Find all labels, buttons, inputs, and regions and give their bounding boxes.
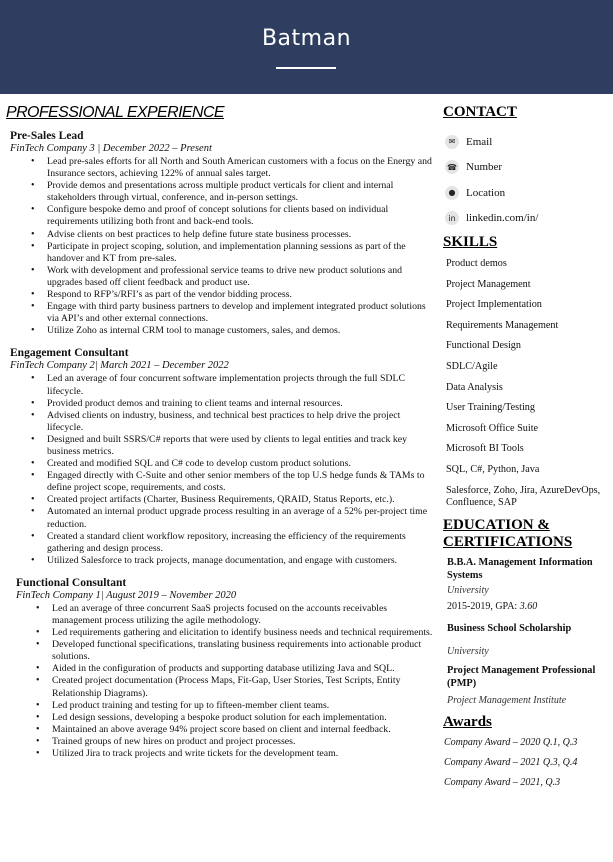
job-bullet: • Lead pre-sales efforts for all North and South American customers with a focus on the Energy and Insurance sectors, achieving 122% of annual sales target. bbox=[6, 156, 436, 180]
certification-institute: Project Management Institute bbox=[447, 694, 567, 706]
job-entry bbox=[6, 130, 436, 337]
job-bullet: • Created project documentation (Process Maps, Fit-Gap, User Stories, Test Scripts, Entity Relationship Diagrams). bbox=[6, 675, 436, 699]
scholarship-title: Business School Scholarship bbox=[447, 622, 572, 634]
job-bullet: • Utilized Salesforce to track projects, manage documentation, and engage with customers. bbox=[6, 555, 436, 567]
job-bullet: • Utilized Jira to track projects and write tickets for the development team. bbox=[6, 748, 436, 760]
job-bullet: • Advise clients on best practices to help define future state business processes. bbox=[6, 229, 436, 241]
job-bullet: • Trained groups of new hires on product and project processes. bbox=[6, 736, 436, 748]
job-title: Functional Consultant bbox=[16, 576, 127, 589]
award-item: Company Award – 2021 Q.3, Q.4 bbox=[444, 756, 578, 768]
phone-icon: ☎ bbox=[445, 160, 459, 174]
contact-item bbox=[443, 180, 609, 206]
job-bullet: • Provide demos and presentations across multiple product verticals for client and internal stakeholders through virtual, conference, and in-person settings. bbox=[6, 180, 436, 204]
experience-section-title: PROFESSIONAL EXPERIENCE bbox=[6, 104, 224, 121]
skills-list bbox=[443, 258, 609, 509]
header-divider bbox=[276, 67, 336, 69]
job-bullet: • Configure bespoke demo and proof of concept solutions for clients based on individual requirements utilizing both front and back-end tools. bbox=[6, 204, 436, 228]
degree-years bbox=[443, 601, 609, 612]
awards-list bbox=[443, 735, 609, 791]
job-bullets bbox=[6, 373, 436, 567]
job-bullet: • Led design sessions, developing a bespoke product solution for each implementation. bbox=[6, 712, 436, 724]
award-item: Company Award – 2020 Q.1, Q.3 bbox=[444, 736, 578, 748]
contact-item bbox=[443, 129, 609, 155]
degree-school: University bbox=[447, 584, 489, 596]
job-title: Engagement Consultant bbox=[10, 347, 129, 360]
job-bullets bbox=[6, 156, 436, 337]
job-bullet: • Work with development and professional service teams to drive new product solutions and upgrades based off client feedback and product use. bbox=[6, 265, 436, 289]
job-company: FinTech Company 2| March 2021 – December 2022 bbox=[10, 360, 229, 372]
contact-item bbox=[443, 206, 609, 232]
skill-item: Functional Design bbox=[446, 340, 521, 352]
contact-item bbox=[443, 155, 609, 181]
job-bullet: • Led an average of four concurrent software implementation projects through the full SDLC lifecycle. bbox=[6, 373, 436, 397]
degree-gpa: 3.60 bbox=[519, 600, 538, 612]
education-section-title bbox=[443, 517, 609, 551]
job-bullet: • Created and modified SQL and C# code to develop custom product solutions. bbox=[6, 458, 436, 470]
skill-item: Project Management bbox=[446, 278, 531, 290]
job-bullet: • Participate in project scoping, solution, and implementation planning sessions as part of the handover and KT from pre-sales. bbox=[6, 241, 436, 265]
job-bullet: • Led product training and testing for up to fifteen-member client teams. bbox=[6, 700, 436, 712]
contact-section-title: CONTACT bbox=[443, 104, 517, 120]
job-entry bbox=[6, 577, 436, 760]
skill-item: SQL, C#, Python, Java bbox=[446, 463, 540, 475]
skills-section-title: SKILLS bbox=[443, 234, 498, 250]
skill-item: SDLC/Agile bbox=[446, 360, 498, 372]
job-bullet: • Engage with third party business partners to develop and implement integrated product solutions via API’s and other external connections. bbox=[6, 301, 436, 325]
experience-column bbox=[6, 104, 436, 760]
skill-item: Data Analysis bbox=[446, 381, 503, 393]
resume-header bbox=[0, 0, 613, 94]
contact-label: Number bbox=[466, 161, 503, 174]
job-title: Pre-Sales Lead bbox=[10, 130, 84, 142]
job-bullet: • Engaged directly with C-Suite and other senior members of the top U.S hedge funds & TAMs to define project scope, requirements, and costs. bbox=[6, 470, 436, 494]
job-bullet: • Developed functional specifications, translating business requirements into actionable product solutions. bbox=[6, 639, 436, 663]
job-bullet: • Aided in the configuration of products and supporting database utilizing Java and SQL. bbox=[6, 663, 436, 675]
job-bullet: • Respond to RFP’s/RFI’s as part of the vendor bidding process. bbox=[6, 289, 436, 301]
education-title-line2: CERTIFICATIONS bbox=[443, 533, 573, 550]
award-item: Company Award – 2021, Q.3 bbox=[444, 776, 561, 788]
job-bullets bbox=[6, 603, 436, 760]
job-bullet: • Led requirements gathering and elicitation to identify business needs and technical requirements. bbox=[6, 627, 436, 639]
skill-item: Microsoft BI Tools bbox=[446, 443, 524, 455]
email-icon: ✉ bbox=[445, 135, 459, 149]
job-company: FinTech Company 3 | December 2022 – Present bbox=[10, 143, 212, 154]
job-bullet: • Designed and built SSRS/C# reports that were used by clients to legal entities and track key business metrics. bbox=[6, 434, 436, 458]
degree-title: B.B.A. Management Information Systems bbox=[447, 556, 593, 581]
linkedin-icon: in bbox=[445, 211, 459, 225]
job-bullet: • Created a standard client workflow repository, increasing the efficiency of the requirements gathering and design process. bbox=[6, 531, 436, 555]
job-bullet: • Utilize Zoho as internal CRM tool to manage customers, sales, and demos. bbox=[6, 325, 436, 337]
job-bullet: • Advised clients on industry, business, and technical best practices to help drive the project lifecycle. bbox=[6, 410, 436, 434]
contact-label: Location bbox=[466, 186, 506, 199]
job-bullet: • Led an average of three concurrent SaaS projects focused on the accounts receivables management process utilizing the agile methodology. bbox=[6, 603, 436, 627]
skill-item: Project Implementation bbox=[446, 299, 542, 311]
contact-label: Email bbox=[466, 135, 493, 148]
certification-title: Project Management Professional (PMP) bbox=[447, 664, 596, 689]
location-icon: ● bbox=[445, 186, 459, 200]
job-company: FinTech Company 1| August 2019 – November 2020 bbox=[16, 589, 237, 601]
degree-years-text: 2015-2019, GPA: bbox=[447, 600, 518, 612]
job-bullet: • Created project artifacts (Charter, Business Requirements, QRAID, Status Reports, etc.). bbox=[6, 494, 436, 506]
job-bullet: • Maintained an above average 94% project score based on client and internal feedback. bbox=[6, 724, 436, 736]
job-bullet: • Automated an internal product upgrade process resulting in an average of a 52% per-project time reduction. bbox=[6, 506, 436, 530]
job-bullet: • Provided product demos and training to client teams and internal resources. bbox=[6, 398, 436, 410]
scholarship-school: University bbox=[447, 645, 489, 657]
awards-section-title: Awards bbox=[443, 713, 492, 730]
skill-item: Requirements Management bbox=[446, 319, 559, 331]
contact-label: linkedin.com/in/ bbox=[466, 212, 539, 225]
education-title-line1: EDUCATION & bbox=[443, 516, 550, 533]
sidebar-column bbox=[443, 104, 609, 791]
skill-item: User Training/Testing bbox=[446, 402, 535, 414]
skill-item: Microsoft Office Suite bbox=[446, 422, 539, 434]
job-entry bbox=[6, 347, 436, 567]
skill-item: Product demos bbox=[446, 258, 507, 269]
skill-item: Salesforce, Zoho, Jira, AzureDevOps, Confluence, SAP bbox=[446, 484, 601, 508]
contact-list bbox=[443, 129, 609, 231]
candidate-name: Batman bbox=[261, 26, 352, 51]
job-list bbox=[6, 130, 436, 760]
